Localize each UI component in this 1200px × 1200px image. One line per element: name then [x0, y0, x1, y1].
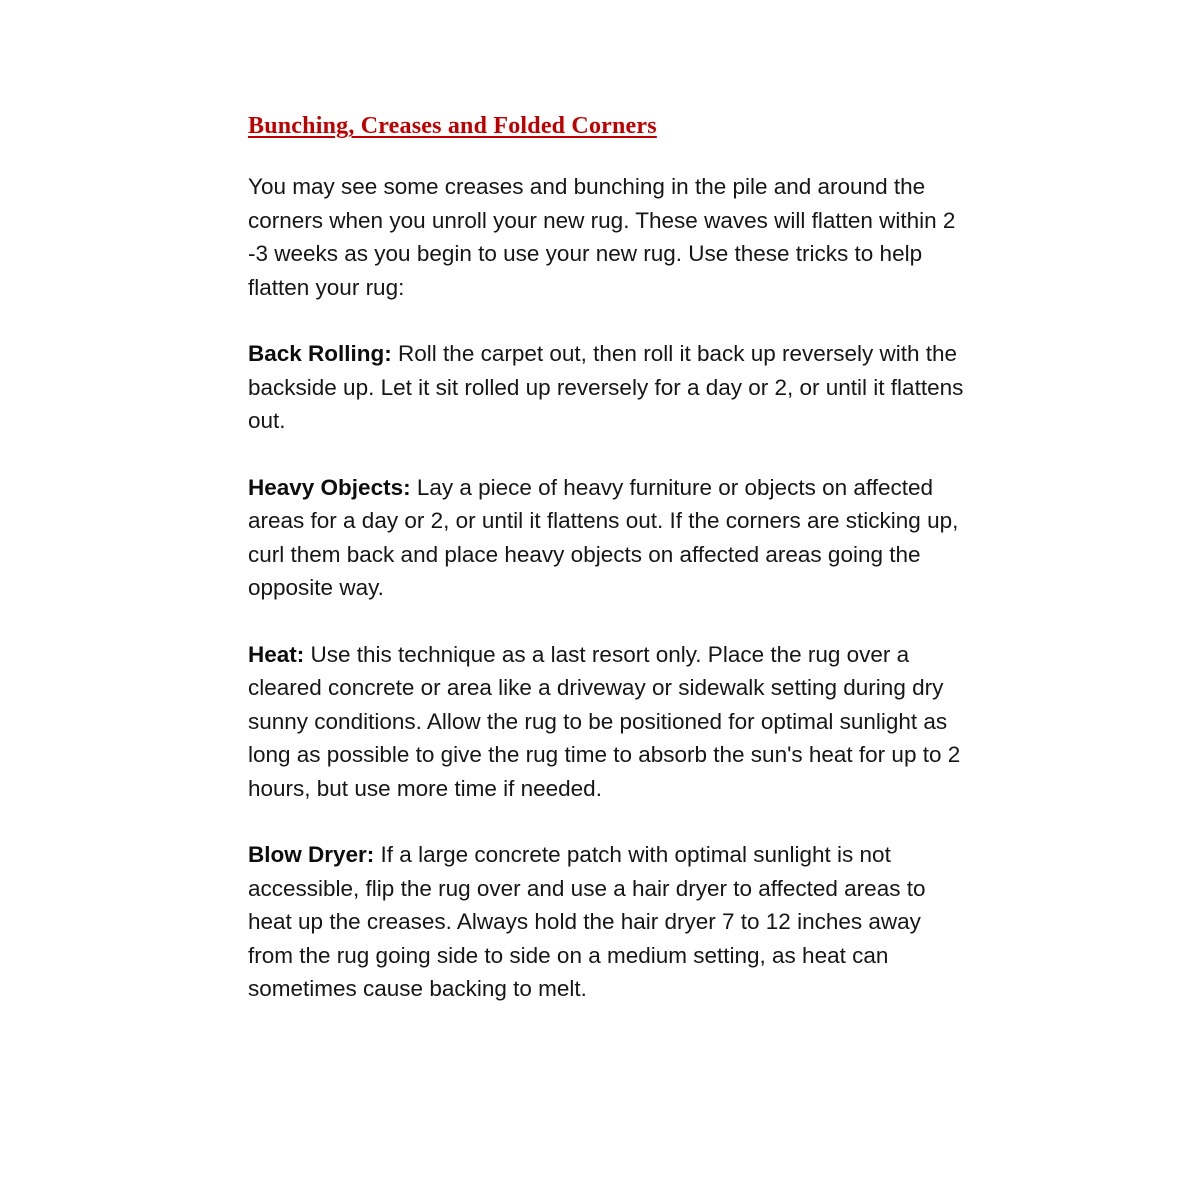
intro-paragraph: You may see some creases and bunching in the pile and around the corners when you unroll your new rug. These waves will flatten within 2 -3 weeks as you begin to use your new rug. Use these tricks to help flatten your rug: [248, 174, 956, 300]
section-label-heat: Heat: [248, 641, 305, 667]
section-label-heavy-objects: Heavy Objects: [248, 474, 411, 500]
document-content [248, 111, 964, 1039]
section-text-blow-dryer: If a large concrete patch with optimal sunlight is not accessible, flip the rug over and use a hair dryer to affected areas to heat up the creases. Always hold the hair dryer 7 to 12 inches away from the rug going side to side on a medium setting, as heat can sometimes cause backing to melt. [248, 842, 926, 1001]
section-text-heavy-objects: Lay a piece of heavy furniture or objects on affected areas for a day or 2, or until it flattens out. If the corners are sticking up, curl them back and place heavy objects on affected areas going the opposite way. [248, 474, 959, 600]
page-title: Bunching, Creases and Folded Corners [248, 113, 657, 139]
section-back-rolling [248, 337, 964, 438]
section-heat [248, 638, 964, 806]
section-blow-dryer [248, 838, 964, 1006]
section-text-heat: Use this technique as a last resort only. Place the rug over a cleared concrete or area like a driveway or sidewalk setting during dry sunny conditions. Allow the rug to be positioned for optimal sunlight as long as possible to give the rug time to absorb the sun's heat for up to 2 hours, but use more time if needed. [248, 641, 961, 801]
section-text-back-rolling: Roll the carpet out, then roll it back up reversely with the backside up. Let it sit rolled up reversely for a day or 2, or until it flattens out. [248, 341, 964, 433]
section-heavy-objects [248, 471, 964, 605]
section-label-blow-dryer: Blow Dryer: [248, 842, 375, 867]
section-label-back-rolling: Back Rolling: [248, 341, 392, 366]
